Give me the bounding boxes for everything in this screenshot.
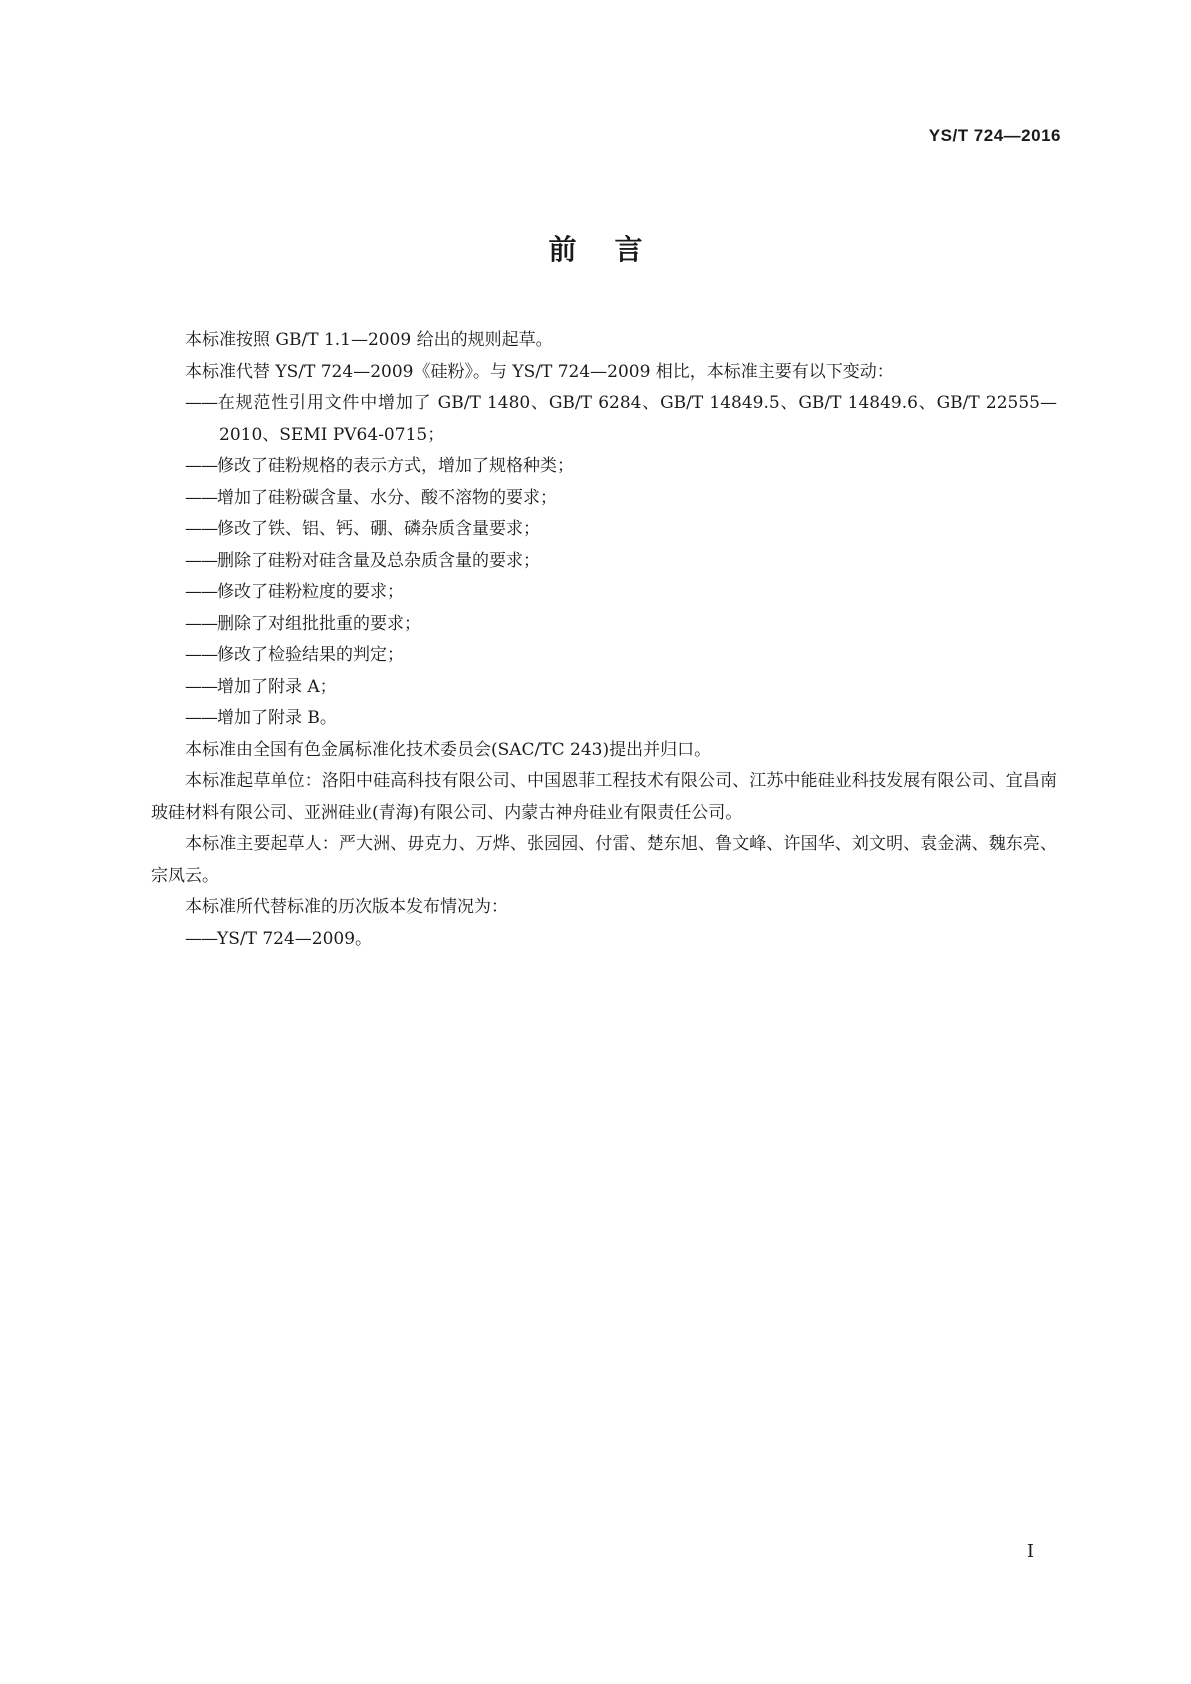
change-item-text: 删除了对组批批重的要求； xyxy=(217,613,421,634)
history-intro-paragraph: 本标准所代替标准的历次版本发布情况为： xyxy=(185,897,508,917)
dash-mark: —— xyxy=(185,519,217,539)
drafters-paragraph: 本标准主要起草人：严大洲、毋克力、万烨、张园园、付雷、楚东旭、鲁文峰、许国华、刘文明、袁金满、魏东亮、宗凤云。 xyxy=(151,834,1057,886)
drafting-units-paragraph: 本标准起草单位：洛阳中硅高科技有限公司、中国恩菲工程技术有限公司、江苏中能硅业科技发展有限公司、宜昌南玻硅材料有限公司、亚洲硅业(青海)有限公司、内蒙古神舟硅业有限责任公司。 xyxy=(151,771,1057,823)
change-item-text: 增加了附录 B。 xyxy=(217,708,337,728)
dash-mark: —— xyxy=(185,393,217,413)
change-item xyxy=(151,451,1057,483)
dash-mark: —— xyxy=(185,487,217,508)
dash-mark: —— xyxy=(185,550,217,571)
dash-mark: —— xyxy=(185,582,217,602)
dash-mark: —— xyxy=(185,645,217,665)
change-item-text: 删除了硅粉对硅含量及总杂质含量的要求； xyxy=(217,550,540,571)
change-item-text: 增加了硅粉碳含量、水分、酸不溶物的要求； xyxy=(217,487,557,508)
change-item xyxy=(151,577,1057,609)
change-item xyxy=(151,546,1057,578)
history-item-text: YS/T 724—2009。 xyxy=(217,928,373,949)
replacement-paragraph: 本标准代替 YS/T 724—2009《硅粉》。与 YS/T 724—2009 相比，本标准主要有以下变动： xyxy=(185,361,894,382)
drafting-rules-paragraph: 本标准按照 GB/T 1.1—2009 给出的规则起草。 xyxy=(185,330,553,350)
change-item xyxy=(151,388,1057,451)
page-number: I xyxy=(1026,1541,1034,1562)
page-title: 前言 xyxy=(548,233,681,266)
change-item xyxy=(151,640,1057,672)
dash-mark: —— xyxy=(185,613,217,634)
dash-mark: —— xyxy=(185,708,217,728)
change-item xyxy=(151,672,1057,704)
change-item-text: 在规范性引用文件中增加了 GB/T 1480、GB/T 6284、GB/T 14849.5、GB/T 14849.6、GB/T 22555—2010、SEMI PV64-0715； xyxy=(217,393,1057,445)
change-item xyxy=(151,483,1057,515)
change-item xyxy=(151,609,1057,641)
proposer-paragraph: 本标准由全国有色金属标准化技术委员会(SAC/TC 243)提出并归口。 xyxy=(185,739,712,760)
change-item-text: 增加了附录 A； xyxy=(217,676,337,697)
document-body xyxy=(151,325,1057,955)
change-item xyxy=(151,703,1057,735)
document-code: YS/T 724—2016 xyxy=(928,126,1061,145)
change-item-text: 修改了硅粉规格的表示方式，增加了规格种类； xyxy=(217,456,574,476)
change-item-text: 修改了检验结果的判定； xyxy=(217,645,404,665)
dash-mark: —— xyxy=(185,676,217,697)
history-item xyxy=(151,924,1057,956)
change-item-text: 修改了铁、铝、钙、硼、磷杂质含量要求； xyxy=(217,519,540,539)
change-item xyxy=(151,514,1057,546)
change-item-text: 修改了硅粉粒度的要求； xyxy=(217,582,404,602)
dash-mark: —— xyxy=(185,456,217,476)
dash-mark: —— xyxy=(185,928,217,949)
